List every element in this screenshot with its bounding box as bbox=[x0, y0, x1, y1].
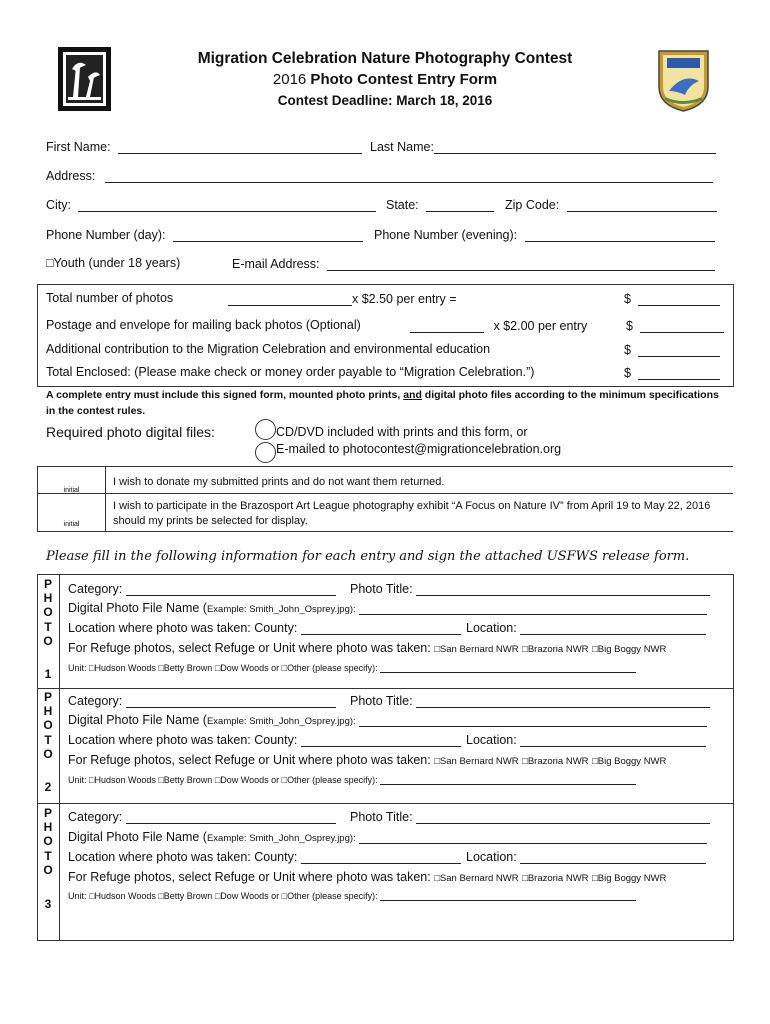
file-name-field[interactable] bbox=[359, 714, 707, 727]
letter: P bbox=[43, 690, 52, 704]
location-label: Location: bbox=[466, 733, 517, 747]
dollar-sign: $ bbox=[624, 292, 631, 306]
contribution-amount[interactable] bbox=[638, 342, 720, 357]
unit-betty-brown-checkbox[interactable]: □Betty Brown bbox=[158, 891, 213, 901]
county-field[interactable] bbox=[301, 850, 461, 864]
letter: O bbox=[43, 718, 53, 733]
phone-evening-field[interactable] bbox=[525, 227, 715, 242]
file-name-label: Digital Photo File Name ( bbox=[68, 830, 207, 844]
unit-dow-woods-checkbox[interactable]: □Dow Woods or bbox=[214, 663, 280, 673]
usfws-logo bbox=[655, 47, 712, 113]
photo-title-label: Photo Title: bbox=[350, 810, 413, 824]
total-enclosed-label: Total Enclosed: (Please make check or money order payable to “Migration Celebration.”) bbox=[46, 365, 535, 379]
city-field[interactable] bbox=[78, 197, 376, 212]
initial-label: initial bbox=[63, 487, 80, 494]
unit-other-checkbox[interactable]: □Other (please specify): bbox=[281, 775, 378, 785]
file-name-label: Digital Photo File Name ( bbox=[68, 713, 207, 727]
category-label: Category: bbox=[68, 582, 123, 596]
refuge-brazoria-checkbox[interactable]: □Brazoria NWR bbox=[522, 644, 589, 655]
address-field[interactable] bbox=[105, 168, 713, 183]
dollar-sign: $ bbox=[624, 343, 631, 357]
exhibit-text: I wish to participate in the Brazosport Art League photography exhibit “A Focus on Nature IV” from April 19 to May 22, 2016 should my prints be selected for display. bbox=[113, 500, 711, 527]
entry-number: 2 bbox=[44, 780, 52, 794]
letter: H bbox=[43, 591, 53, 606]
emailed-label: E-mailed to photocontest@migrationcelebration.org bbox=[276, 442, 562, 456]
unit-label: Unit: bbox=[68, 775, 87, 785]
phone-evening-label: Phone Number (evening): bbox=[374, 228, 518, 242]
location-label: Location: bbox=[466, 621, 517, 635]
photo-letters bbox=[40, 690, 56, 761]
refuge-big-boggy-checkbox[interactable]: □Big Boggy NWR bbox=[592, 873, 667, 884]
postage-rate: x $2.00 per entry bbox=[493, 319, 588, 333]
category-label: Category: bbox=[68, 694, 123, 708]
digital-files-label: Required photo digital files: bbox=[46, 424, 215, 440]
page-title: Migration Celebration Nature Photography Contest bbox=[197, 50, 573, 67]
unit-hudson-woods-checkbox[interactable]: □Hudson Woods bbox=[89, 891, 156, 901]
file-example: Example: Smith_John_Osprey.jpg): bbox=[206, 833, 356, 844]
county-label: Location where photo was taken: County: bbox=[68, 621, 298, 635]
total-enclosed-amount[interactable] bbox=[638, 365, 720, 380]
entry-instructions: Please fill in the following information for each entry and sign the attached USFWS release form. bbox=[46, 549, 690, 564]
total-photos-amount[interactable] bbox=[638, 291, 720, 306]
category-field[interactable] bbox=[126, 582, 336, 596]
state-label: State: bbox=[386, 198, 419, 212]
letter: O bbox=[43, 605, 53, 620]
county-label: Location where photo was taken: County: bbox=[68, 850, 298, 864]
initial-label: initial bbox=[63, 521, 80, 528]
unit-hudson-woods-checkbox[interactable]: □Hudson Woods bbox=[89, 775, 156, 785]
postage-label: Postage and envelope for mailing back photos (Optional) bbox=[46, 318, 361, 332]
postage-count-field[interactable] bbox=[410, 318, 484, 333]
entry-number: 3 bbox=[44, 897, 52, 911]
refuge-brazoria-checkbox[interactable]: □Brazoria NWR bbox=[522, 756, 589, 767]
donate-text: I wish to donate my submitted prints and do not want them returned. bbox=[113, 476, 445, 488]
refuge-san-bernard-checkbox[interactable]: □San Bernard NWR bbox=[434, 756, 519, 767]
photo-letters bbox=[40, 806, 56, 877]
photo-title-field[interactable] bbox=[416, 694, 710, 708]
zip-label: Zip Code: bbox=[505, 198, 560, 212]
city-label: City: bbox=[46, 198, 71, 212]
unit-betty-brown-checkbox[interactable]: □Betty Brown bbox=[158, 663, 213, 673]
photo-title-field[interactable] bbox=[416, 582, 710, 596]
unit-dow-woods-checkbox[interactable]: □Dow Woods or bbox=[214, 891, 280, 901]
county-field[interactable] bbox=[301, 621, 461, 635]
file-name-label: Digital Photo File Name ( bbox=[68, 601, 207, 615]
unit-dow-woods-checkbox[interactable]: □Dow Woods or bbox=[214, 775, 280, 785]
email-label: E-mail Address: bbox=[232, 257, 320, 271]
refuge-brazoria-checkbox[interactable]: □Brazoria NWR bbox=[522, 873, 589, 884]
first-name-label: First Name: bbox=[46, 140, 111, 154]
photo-title-label: Photo Title: bbox=[350, 694, 413, 708]
notice-and: and bbox=[403, 389, 422, 401]
unit-betty-brown-checkbox[interactable]: □Betty Brown bbox=[158, 775, 213, 785]
notice-text-1: A complete entry must include this signed form, mounted photo prints, bbox=[46, 389, 404, 401]
photo-title-label: Photo Title: bbox=[350, 582, 413, 596]
unit-other-checkbox[interactable]: □Other (please specify): bbox=[281, 891, 378, 901]
consent-table bbox=[37, 466, 733, 532]
cd-dvd-radio[interactable] bbox=[255, 419, 276, 440]
entry-notice bbox=[46, 387, 726, 419]
subtitle-text: Photo Contest Entry Form bbox=[306, 71, 498, 88]
refuge-label: For Refuge photos, select Refuge or Unit where photo was taken: bbox=[68, 870, 431, 884]
county-field[interactable] bbox=[301, 733, 461, 747]
letter: H bbox=[43, 704, 53, 719]
unit-other-checkbox[interactable]: □Other (please specify): bbox=[281, 663, 378, 673]
letter: O bbox=[43, 862, 53, 877]
unit-other-field[interactable] bbox=[380, 890, 636, 901]
last-name-label: Last Name: bbox=[370, 140, 434, 154]
letter: O bbox=[43, 746, 53, 761]
file-name-field[interactable] bbox=[359, 831, 707, 844]
total-photos-label: Total number of photos bbox=[46, 291, 174, 305]
file-name-field[interactable] bbox=[359, 602, 707, 615]
zip-field[interactable] bbox=[567, 197, 717, 212]
phone-day-label: Phone Number (day): bbox=[46, 228, 166, 242]
category-field[interactable] bbox=[126, 694, 336, 708]
photo-letters bbox=[40, 577, 56, 648]
youth-checkbox[interactable]: □Youth (under 18 years) bbox=[46, 256, 181, 270]
refuge-big-boggy-checkbox[interactable]: □Big Boggy NWR bbox=[592, 756, 667, 767]
refuge-label: For Refuge photos, select Refuge or Unit where photo was taken: bbox=[68, 641, 431, 655]
refuge-san-bernard-checkbox[interactable]: □San Bernard NWR bbox=[434, 644, 519, 655]
location-field[interactable] bbox=[520, 621, 706, 635]
refuge-label: For Refuge photos, select Refuge or Unit where photo was taken: bbox=[68, 753, 431, 767]
contribution-label: Additional contribution to the Migration Celebration and environmental education bbox=[46, 342, 491, 356]
phone-day-field[interactable] bbox=[173, 227, 363, 242]
refuge-big-boggy-checkbox[interactable]: □Big Boggy NWR bbox=[592, 644, 667, 655]
notice-text-2: digital photo files according to the minimum specifications in the contest rules. bbox=[46, 389, 719, 417]
unit-hudson-woods-checkbox[interactable]: □Hudson Woods bbox=[89, 663, 156, 673]
county-label: Location where photo was taken: County: bbox=[68, 733, 298, 747]
unit-other-field[interactable] bbox=[380, 662, 636, 673]
first-name-field[interactable] bbox=[118, 139, 362, 154]
page-subtitle bbox=[120, 71, 650, 88]
cd-dvd-label: CD/DVD included with prints and this form, or bbox=[276, 425, 528, 439]
letter: T bbox=[44, 619, 52, 634]
dollar-sign: $ bbox=[626, 319, 633, 333]
refuge-san-bernard-checkbox[interactable]: □San Bernard NWR bbox=[434, 873, 519, 884]
location-label: Location: bbox=[466, 850, 517, 864]
letter: H bbox=[43, 820, 53, 835]
letter: O bbox=[43, 633, 53, 648]
last-name-field[interactable] bbox=[434, 139, 716, 154]
letter: P bbox=[43, 577, 52, 591]
letter: O bbox=[43, 834, 53, 849]
total-photos-rate: x $2.50 per entry = bbox=[352, 292, 457, 306]
letter: T bbox=[44, 732, 52, 747]
location-field[interactable] bbox=[520, 733, 706, 747]
letter: P bbox=[43, 806, 52, 820]
contest-logo bbox=[58, 47, 111, 111]
unit-label: Unit: bbox=[68, 891, 87, 901]
category-label: Category: bbox=[68, 810, 123, 824]
location-field[interactable] bbox=[520, 850, 706, 864]
address-label: Address: bbox=[46, 169, 96, 183]
category-field[interactable] bbox=[126, 810, 336, 824]
unit-other-field[interactable] bbox=[380, 774, 636, 785]
emailed-radio[interactable] bbox=[255, 442, 276, 463]
postage-amount[interactable] bbox=[640, 318, 724, 333]
file-example: Example: Smith_John_Osprey.jpg): bbox=[206, 604, 356, 615]
email-field[interactable] bbox=[327, 256, 715, 271]
entry-number: 1 bbox=[44, 667, 52, 681]
file-example: Example: Smith_John_Osprey.jpg): bbox=[206, 716, 356, 727]
unit-label: Unit: bbox=[68, 663, 87, 673]
state-field[interactable] bbox=[426, 197, 494, 212]
total-photos-field[interactable] bbox=[228, 291, 352, 306]
photo-title-field[interactable] bbox=[416, 810, 710, 824]
dollar-sign: $ bbox=[624, 366, 631, 380]
letter: T bbox=[44, 848, 52, 863]
subtitle-year: 2016 bbox=[272, 71, 307, 88]
contest-deadline: Contest Deadline: March 18, 2016 bbox=[277, 93, 493, 108]
